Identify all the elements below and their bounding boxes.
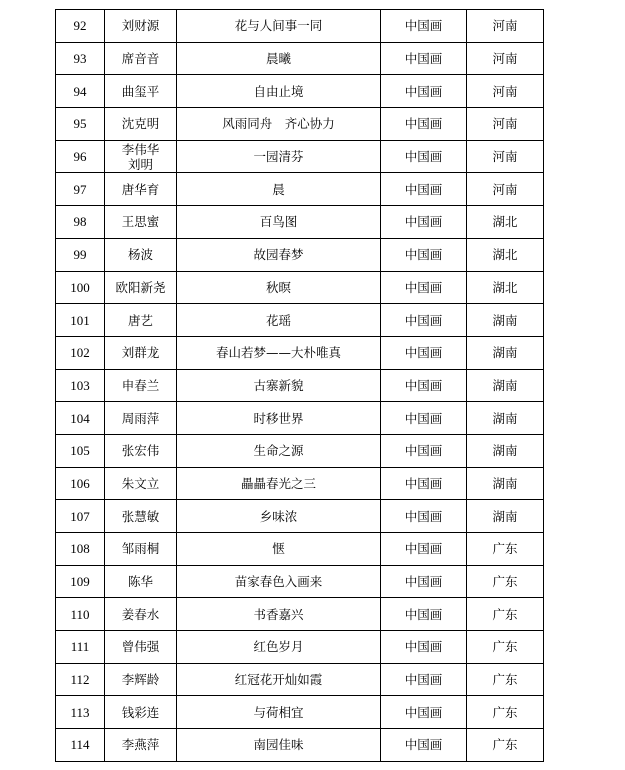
- artwork-title-cell: 与荷相宜: [177, 696, 381, 729]
- artwork-title-cell: 百鸟图: [177, 206, 381, 239]
- row-number-cell: 96: [56, 140, 105, 173]
- artwork-category-cell: 中国画: [381, 663, 467, 696]
- table-row: [56, 434, 544, 467]
- row-number-cell: 95: [56, 108, 105, 141]
- artist-province-cell: 湖南: [467, 336, 544, 369]
- artwork-title-cell: 红色岁月: [177, 631, 381, 664]
- artwork-category-cell: 中国画: [381, 696, 467, 729]
- artwork-category-cell: 中国画: [381, 336, 467, 369]
- artwork-title-cell: 晨曦: [177, 42, 381, 75]
- table-row: [56, 206, 544, 239]
- artwork-category-cell: 中国画: [381, 434, 467, 467]
- artwork-title-cell: 自由止境: [177, 75, 381, 108]
- artist-province-cell: 河南: [467, 108, 544, 141]
- artist-name-cell: 欧阳新尧: [105, 271, 177, 304]
- artist-province-cell: 广东: [467, 533, 544, 566]
- artist-name-cell: 杨波: [105, 238, 177, 271]
- row-number-cell: 111: [56, 631, 105, 664]
- artwork-category-cell: 中国画: [381, 467, 467, 500]
- row-number-cell: 102: [56, 336, 105, 369]
- artwork-title-cell: 一园清芬: [177, 140, 381, 173]
- artist-name-cell: 钱彩连: [105, 696, 177, 729]
- table-row: [56, 271, 544, 304]
- artwork-title-cell: 南园佳味: [177, 729, 381, 762]
- artwork-category-cell: 中国画: [381, 206, 467, 239]
- artist-name-cell: 申春兰: [105, 369, 177, 402]
- artwork-title-cell: 晨: [177, 173, 381, 206]
- artwork-category-cell: 中国画: [381, 271, 467, 304]
- artwork-category-cell: 中国画: [381, 108, 467, 141]
- table-row: [56, 108, 544, 141]
- artist-name-cell: 陈华: [105, 565, 177, 598]
- artwork-title-cell: 时移世界: [177, 402, 381, 435]
- artist-province-cell: 湖北: [467, 238, 544, 271]
- artist-province-cell: 广东: [467, 631, 544, 664]
- table-row: [56, 75, 544, 108]
- row-number-cell: 114: [56, 729, 105, 762]
- artist-name-cell: 李燕萍: [105, 729, 177, 762]
- table-row: [56, 238, 544, 271]
- artwork-category-cell: 中国画: [381, 598, 467, 631]
- artist-name-cell: 张慧敏: [105, 500, 177, 533]
- table-row: [56, 696, 544, 729]
- row-number-cell: 97: [56, 173, 105, 206]
- artwork-title-cell: 红冠花开灿如霞: [177, 663, 381, 696]
- artwork-category-cell: 中国画: [381, 238, 467, 271]
- artwork-category-cell: 中国画: [381, 631, 467, 664]
- artwork-category-cell: 中国画: [381, 173, 467, 206]
- table-row: [56, 402, 544, 435]
- artist-province-cell: 湖南: [467, 369, 544, 402]
- artist-name-cell: 曾伟强: [105, 631, 177, 664]
- table-row: [56, 533, 544, 566]
- artist-province-cell: 河南: [467, 173, 544, 206]
- row-number-cell: 101: [56, 304, 105, 337]
- artwork-title-cell: 惬: [177, 533, 381, 566]
- table-row: [56, 565, 544, 598]
- artist-name-cell: 李伟华 刘明: [105, 140, 177, 173]
- table-row: [56, 10, 544, 43]
- row-number-cell: 105: [56, 434, 105, 467]
- row-number-cell: 103: [56, 369, 105, 402]
- artwork-category-cell: 中国画: [381, 42, 467, 75]
- artist-province-cell: 湖南: [467, 500, 544, 533]
- artwork-category-cell: 中国画: [381, 75, 467, 108]
- table-row: [56, 663, 544, 696]
- artist-province-cell: 河南: [467, 42, 544, 75]
- row-number-cell: 113: [56, 696, 105, 729]
- artist-name-cell: 姜春水: [105, 598, 177, 631]
- artwork-category-cell: 中国画: [381, 369, 467, 402]
- artist-province-cell: 河南: [467, 10, 544, 43]
- table-row: [56, 500, 544, 533]
- artist-name-cell: 刘财源: [105, 10, 177, 43]
- artist-name-cell: 王思蜜: [105, 206, 177, 239]
- row-number-cell: 107: [56, 500, 105, 533]
- row-number-cell: 98: [56, 206, 105, 239]
- artwork-title-cell: 秋暝: [177, 271, 381, 304]
- artist-province-cell: 湖南: [467, 434, 544, 467]
- table-row: [56, 729, 544, 762]
- artwork-category-cell: 中国画: [381, 565, 467, 598]
- artist-province-cell: 广东: [467, 729, 544, 762]
- artist-province-cell: 湖南: [467, 402, 544, 435]
- artwork-title-cell: 花与人间事一同: [177, 10, 381, 43]
- artist-name-cell: 周雨萍: [105, 402, 177, 435]
- artist-province-cell: 广东: [467, 696, 544, 729]
- table-row: [56, 42, 544, 75]
- table-row: [56, 336, 544, 369]
- artwork-title-cell: 乡味浓: [177, 500, 381, 533]
- table-row: [56, 140, 544, 173]
- row-number-cell: 108: [56, 533, 105, 566]
- artist-province-cell: 河南: [467, 75, 544, 108]
- artist-name-cell: 曲玺平: [105, 75, 177, 108]
- row-number-cell: 99: [56, 238, 105, 271]
- artist-name-cell: 席音音: [105, 42, 177, 75]
- artist-province-cell: 湖南: [467, 467, 544, 500]
- row-number-cell: 94: [56, 75, 105, 108]
- table-row: [56, 631, 544, 664]
- table-row: [56, 369, 544, 402]
- artwork-category-cell: 中国画: [381, 500, 467, 533]
- artwork-category-cell: 中国画: [381, 10, 467, 43]
- artist-name-cell: 李辉龄: [105, 663, 177, 696]
- row-number-cell: 110: [56, 598, 105, 631]
- artist-province-cell: 湖南: [467, 304, 544, 337]
- row-number-cell: 112: [56, 663, 105, 696]
- artwork-title-cell: 故园春梦: [177, 238, 381, 271]
- table-row: [56, 173, 544, 206]
- artwork-title-cell: 花瑶: [177, 304, 381, 337]
- artist-name-cell: 唐华育: [105, 173, 177, 206]
- artist-province-cell: 广东: [467, 663, 544, 696]
- artwork-title-cell: 春山若梦——大朴唯真: [177, 336, 381, 369]
- artwork-category-cell: 中国画: [381, 729, 467, 762]
- artwork-list-table: [55, 9, 544, 762]
- artwork-category-cell: 中国画: [381, 304, 467, 337]
- row-number-cell: 109: [56, 565, 105, 598]
- table-row: [56, 304, 544, 337]
- artwork-list-body: [56, 10, 544, 762]
- row-number-cell: 93: [56, 42, 105, 75]
- artwork-category-cell: 中国画: [381, 402, 467, 435]
- row-number-cell: 106: [56, 467, 105, 500]
- artist-name-cell: 邹雨桐: [105, 533, 177, 566]
- artwork-title-cell: 生命之源: [177, 434, 381, 467]
- artwork-title-cell: 书香嘉兴: [177, 598, 381, 631]
- artwork-title-cell: 畾畾春光之三: [177, 467, 381, 500]
- row-number-cell: 104: [56, 402, 105, 435]
- artist-province-cell: 湖北: [467, 206, 544, 239]
- artwork-title-cell: 古寨新貌: [177, 369, 381, 402]
- artist-name-cell: 刘群龙: [105, 336, 177, 369]
- artist-name-cell: 沈克明: [105, 108, 177, 141]
- table-row: [56, 467, 544, 500]
- row-number-cell: 100: [56, 271, 105, 304]
- artwork-category-cell: 中国画: [381, 140, 467, 173]
- artist-province-cell: 湖北: [467, 271, 544, 304]
- artwork-category-cell: 中国画: [381, 533, 467, 566]
- artist-province-cell: 广东: [467, 598, 544, 631]
- artist-name-cell: 张宏伟: [105, 434, 177, 467]
- artist-name-cell: 朱文立: [105, 467, 177, 500]
- artist-province-cell: 河南: [467, 140, 544, 173]
- artwork-title-cell: 苗家春色入画来: [177, 565, 381, 598]
- artwork-title-cell: 风雨同舟 齐心协力: [177, 108, 381, 141]
- row-number-cell: 92: [56, 10, 105, 43]
- table-row: [56, 598, 544, 631]
- artist-name-cell: 唐艺: [105, 304, 177, 337]
- artist-province-cell: 广东: [467, 565, 544, 598]
